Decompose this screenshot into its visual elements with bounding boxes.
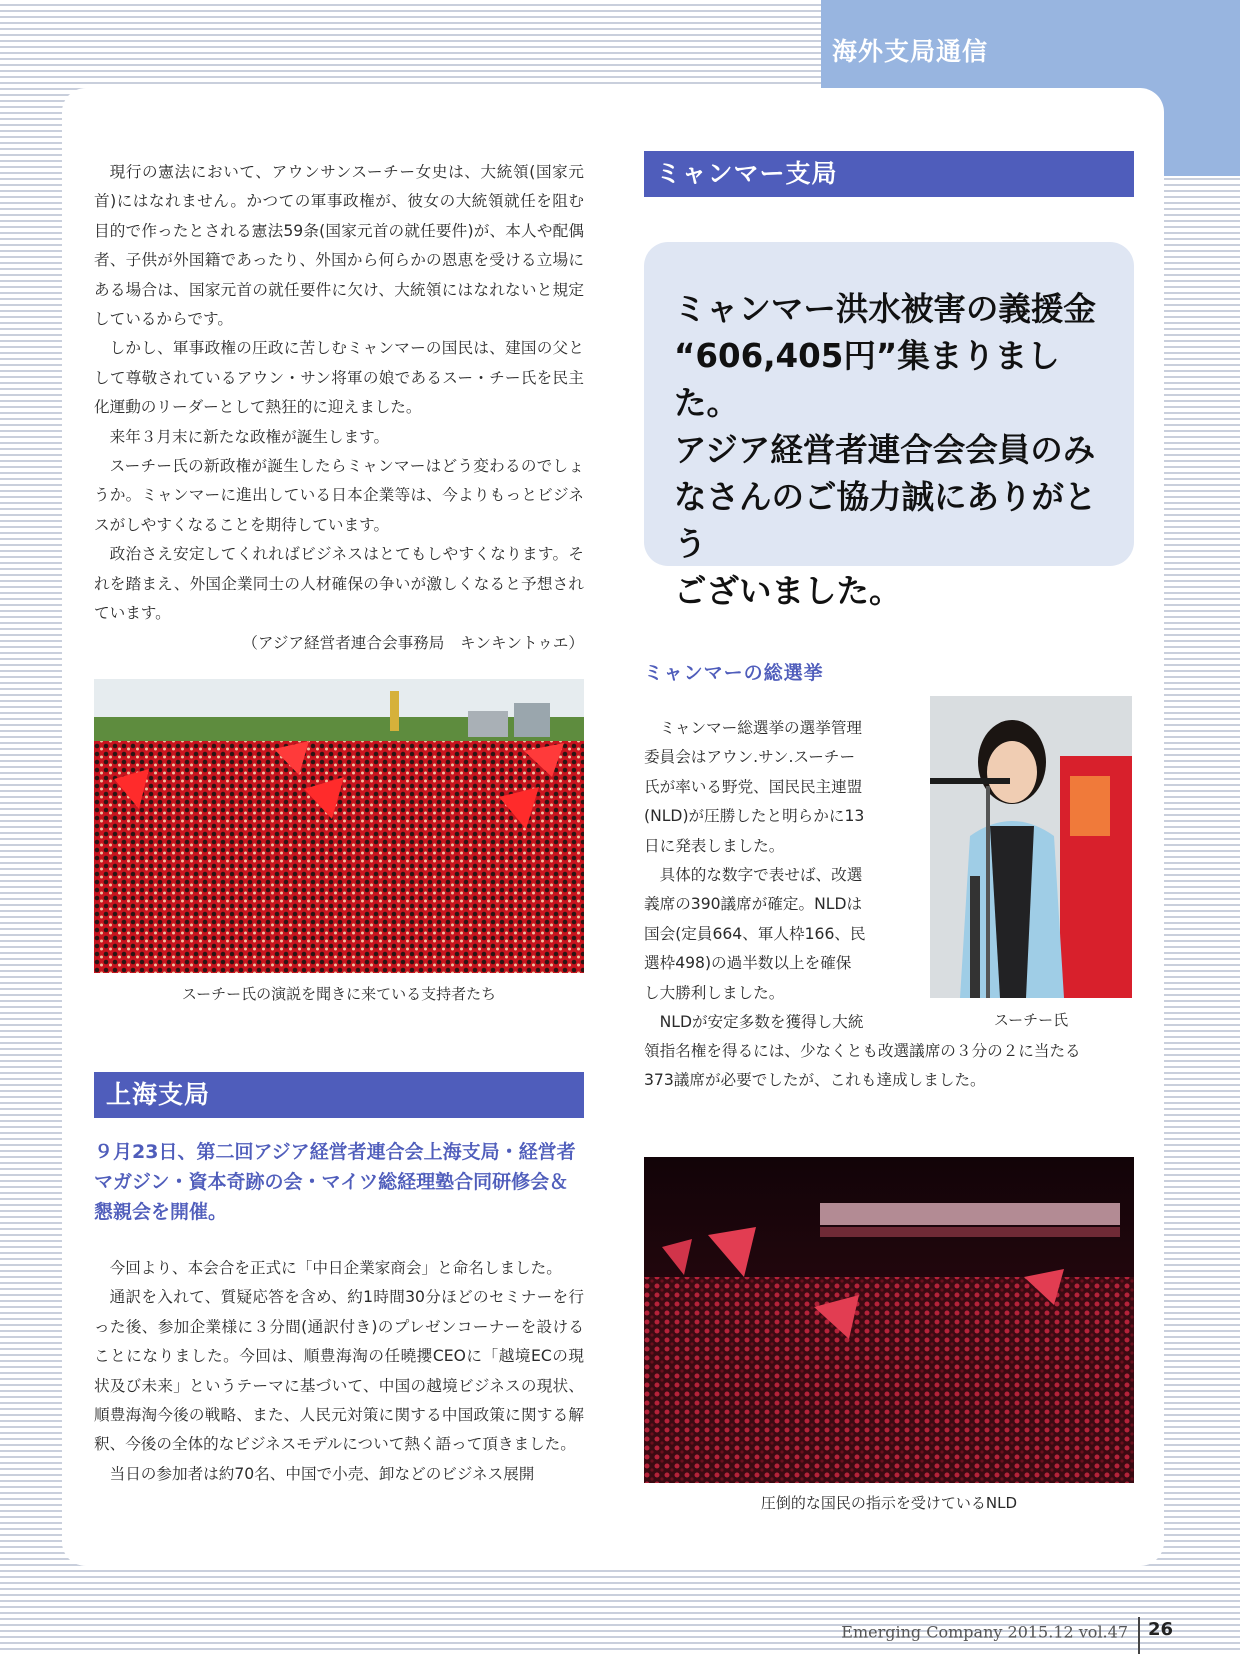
- crowd-photo-image: [94, 679, 584, 973]
- election-line: NLDが安定多数を獲得し大統: [659, 1013, 864, 1032]
- crowd-photo: [94, 679, 584, 973]
- election-line: 選枠498)の過半数以上を確保: [644, 954, 852, 973]
- notice-line: ございました。: [674, 572, 902, 610]
- shanghai-headline: ９月23日、第二回アジア経営者連合会上海支局・経営者マガジン・資本奇跡の会・マイツ総経理塾合同研修会＆懇親会を開催。: [94, 1141, 576, 1223]
- election-line: し大勝利しました。: [644, 983, 785, 1002]
- election-line: 日に発表しました。: [644, 836, 785, 855]
- election-line: 373議席が必要でしたが、これも達成しました。: [644, 1071, 986, 1090]
- shanghai-section-title: 上海支局: [94, 1072, 584, 1118]
- notice-line: アジア経営者連合会会員のみ: [674, 431, 1096, 469]
- night-rally-photo-caption: 圧倒的な国民の指示を受けているNLD: [760, 1494, 1018, 1512]
- election-line: (NLD)が圧勝したと明らかに13: [644, 807, 865, 826]
- article-paragraph: 来年３月末に新たな政権が誕生します。: [109, 427, 390, 446]
- notice-line: なさんのご協力誠にありがとう: [674, 478, 1097, 563]
- article-paragraph: スーチー氏の新政権が誕生したらミャンマーはどう変わるのでしょうか。ミャンマーに進出している日本企業等は、今よりもっとビジネスがしやすくなることを期待しています。: [94, 457, 584, 534]
- election-line: 国会(定員664、軍人枠166、民: [644, 924, 866, 943]
- election-article: [644, 714, 892, 1037]
- publication-info: Emerging Company 2015.12 vol.47: [841, 1622, 1128, 1642]
- page-number: 26: [1148, 1619, 1174, 1640]
- article-paragraph: しかし、軍事政権の圧政に苦しむミャンマーの国民は、建国の父として尊敬されているアウン・サン将軍の娘であるスー・チー氏を民主化運動のリーダーとして熱狂的に迎えました。: [94, 339, 584, 417]
- article-paragraph: 当日の参加者は約70名、中国で小売、卸などのビジネス展開: [109, 1464, 535, 1483]
- night-rally-photo: [644, 1157, 1134, 1483]
- myanmar-section-title: ミャンマー支局: [644, 151, 1134, 197]
- article-paragraph: 政治さえ安定してくれればビジネスはとてもしやすくなります。それを踏まえ、外国企業同士の人材確保の争いが激しくなると予想されています。: [94, 545, 584, 623]
- election-title: ミャンマーの総選挙: [644, 662, 824, 684]
- donation-notice: [644, 242, 1134, 610]
- header-tab-label: 海外支局通信: [832, 37, 989, 66]
- shanghai-article: [94, 1254, 584, 1489]
- election-line: 領指名権を得るには、少なくとも改選議席の３分の２に当たる: [644, 1042, 1081, 1060]
- notice-line: ミャンマー洪水被害の義援金: [674, 290, 1096, 328]
- notice-line: “606,405円”集まりました。: [674, 337, 1060, 422]
- article-paragraph: 通訳を入れて、質疑応答を含め、約1時間30分ほどのセミナーを行った後、参加企業様に３分間(通訳付き)のプレゼンコーナーを設けることになりました。今回は、順豊海淘の任曉攖CEOに「越境ECの現状及び未来」というテーマに基づいて、中国の越境ビジネスの現状、順豊海淘今後の戦略、また、人民元対策に関する中国政策に関する解釈、今後の全体的なビジネスモデルについて熱く語って頂きました。: [94, 1288, 584, 1454]
- portrait-photo-image: [930, 696, 1132, 998]
- article-signature: （アジア経営者連合会事務局 キンキントゥエ）: [242, 633, 584, 652]
- portrait-photo-caption: スーチー氏: [993, 1011, 1069, 1029]
- election-line: 氏が率いる野党、国民民主連盟: [644, 777, 863, 796]
- election-article-tail: [644, 1037, 1134, 1096]
- portrait-photo: [930, 696, 1132, 998]
- election-line: 委員会はアウン.サン.スーチー: [644, 748, 856, 767]
- footer-divider: [1138, 1617, 1140, 1654]
- night-rally-photo-image: [644, 1157, 1134, 1483]
- article-paragraph: 現行の憲法において、アウンサンスーチー女史は、大統領(国家元首)にはなれません。かつての軍事政権が、彼女の大統領就任を阻む目的で作ったとされる憲法59条(国家元首の就任要件)が、本人や配偶者、子供が外国籍であったり、外国から何らかの恩恵を受ける立場にある場合は、国家元首の就任要件に欠け、大統領にはなれないと規定しているからです。: [94, 163, 584, 329]
- crowd-photo-caption: スーチー氏の演説を聞きに来ている支持者たち: [181, 985, 497, 1003]
- left-article: [94, 158, 584, 658]
- election-line: ミャンマー総選挙の選挙管理: [659, 719, 863, 737]
- election-line: 義席の390議席が確定。NLDは: [644, 895, 863, 914]
- article-paragraph: 今回より、本会合を正式に「中日企業家商会」と命名しました。: [109, 1259, 562, 1277]
- election-line: 具体的な数字で表せば、改選: [659, 866, 863, 885]
